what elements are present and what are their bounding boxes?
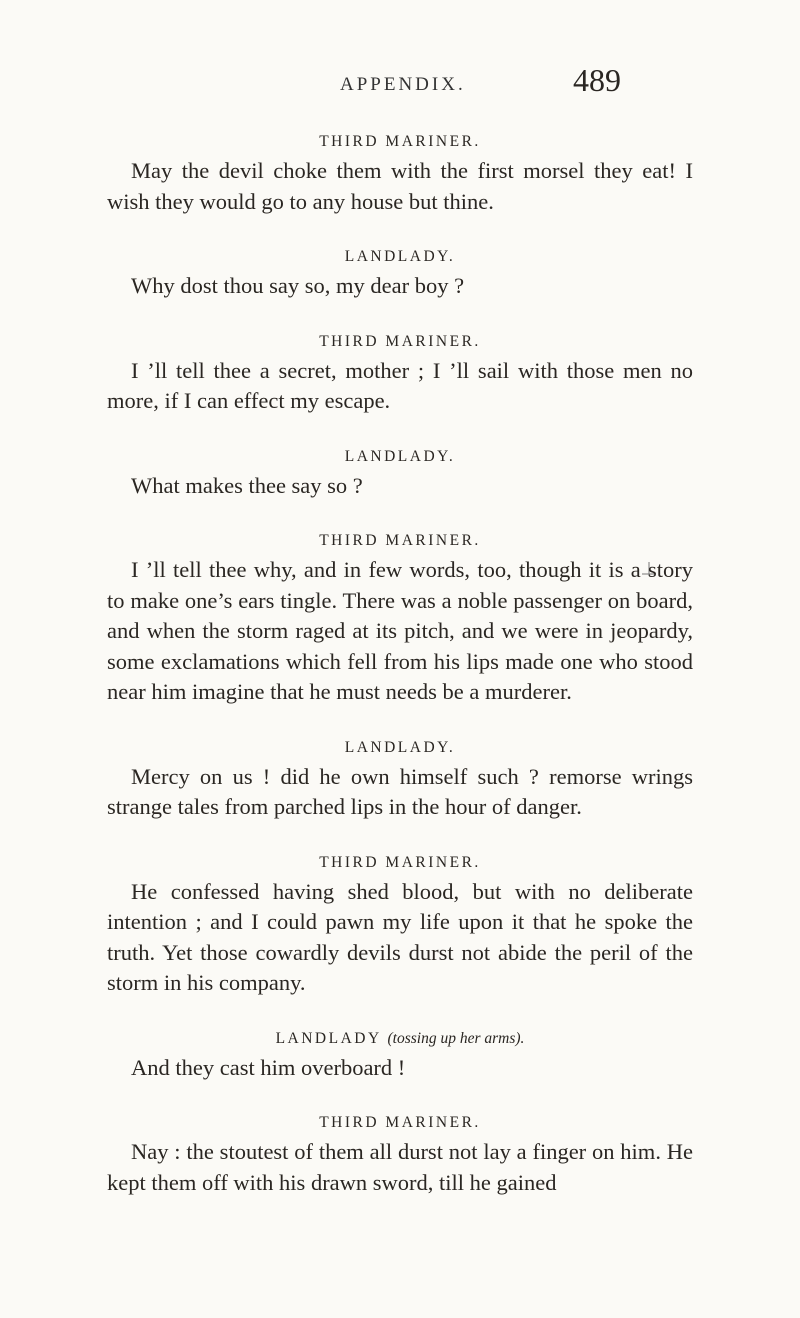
dialogue-text: What makes thee say so ? [131, 472, 363, 498]
speaker-name: LANDLADY [275, 1029, 382, 1047]
speaker-name: THIRD MARINER. [319, 332, 481, 350]
speaker-name: THIRD MARINER. [319, 133, 481, 150]
speaker-name: THIRD MARINER. [319, 532, 481, 549]
speaker-name: THIRD MARINER. [319, 853, 481, 871]
dialogue-text: Nay : the stoutest of them all durst not lay a finger on him. He kept them off with his drawn sword, till he gained [107, 1139, 693, 1195]
dialogue-text: He confessed having shed blood, but with no deliberate intention ; and I could pawn my life upon it that he spoke the truth. Yet those cowardly devils durst not abide the peril of the storm in his company. [107, 878, 693, 995]
dialogue-text: Why dost thou say so, my dear boy ? [131, 273, 465, 298]
speaker-name: LANDLADY. [344, 738, 456, 756]
dialogue-text: May the devil choke them with the first morsel they eat! I wish they would go to any house but thine. [107, 158, 693, 214]
speaker-line [107, 1025, 693, 1053]
speaker-name: THIRD MARINER. [319, 1114, 481, 1131]
dialogue-text: I ’ll tell thee why, and in few words, too, though it is a story to make one’s ears tingle. There was a noble passenger on board, and when the storm raged at its pitch, and we were in jeopardy, some exclamations which fell from his lips made one who stood near him imagine that he must needs be a murderer. [107, 557, 693, 704]
page-number: 489 [573, 62, 621, 98]
stage-direction: (tossing up her arms). [387, 1029, 525, 1047]
dialogue-text: Mercy on us ! did he own himself such ? remorse wrings strange tales from parched lips in the hour of danger. [107, 763, 693, 819]
speaker-name: LANDLADY. [344, 248, 456, 265]
speaker-name: LANDLADY. [344, 447, 456, 465]
page-header [0, 62, 800, 106]
dialogue-body [107, 128, 693, 1198]
dialogue-text: I ’ll tell thee a secret, mother ; I ’ll sail with those men no more, if I can effect my escape. [107, 357, 693, 413]
running-head: APPENDIX. [340, 74, 466, 95]
dialogue-text: And they cast him overboard ! [131, 1054, 406, 1080]
